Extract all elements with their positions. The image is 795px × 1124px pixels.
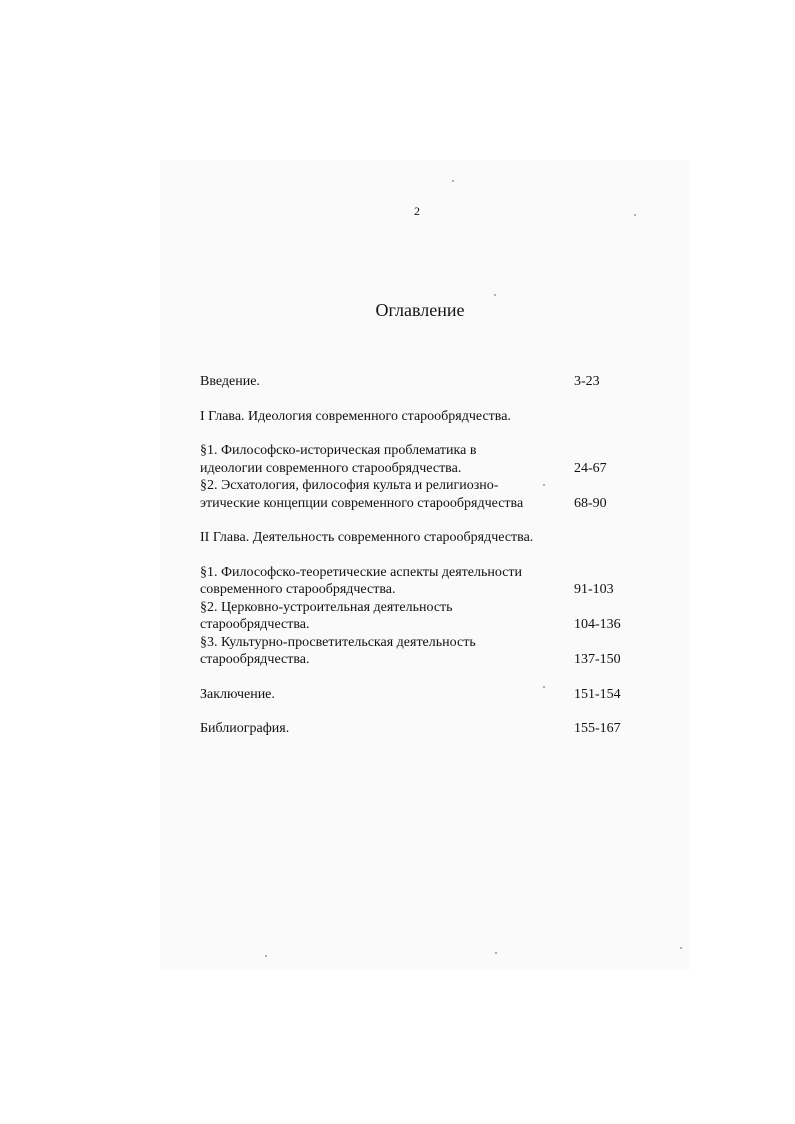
chapter-2-heading: II Глава. Деятельность современного старообрядчества. (200, 530, 534, 545)
toc-entry-label: Заключение. (200, 686, 275, 702)
toc-entry-section (200, 634, 640, 669)
section-line: §3. Культурно-просветительская деятельность (200, 634, 476, 650)
scan-speck (680, 947, 682, 949)
toc-chapter-heading (200, 408, 640, 426)
toc-entry-introduction (200, 373, 640, 391)
toc-entry-pages: 68-90 (574, 495, 607, 511)
page-title: Оглавление (375, 300, 465, 320)
toc-entry-pages: 24-67 (574, 460, 607, 476)
page-number: 2 (414, 204, 420, 218)
section-line: современного старообрядчества. (200, 582, 396, 597)
toc-entry-pages: 3-23 (574, 374, 600, 389)
section-line: §2. Эсхатология, философия культа и религиозно- (200, 478, 499, 493)
scan-speck (452, 180, 454, 182)
toc-entry-pages: 91-103 (574, 582, 614, 597)
toc-entry-section (200, 477, 640, 512)
toc-entry-bibliography (200, 720, 640, 738)
toc-entry-conclusion (200, 686, 640, 704)
section-line: старообрядчества. (200, 652, 310, 667)
toc-entry-section (200, 564, 640, 599)
toc-chapter-heading (200, 529, 640, 547)
table-of-contents (200, 373, 640, 738)
section-line: этические концепции современного старообрядчества (200, 495, 524, 511)
toc-entry-label: Библиография. (200, 721, 290, 736)
section-line: §1. Философско-теоретические аспекты деятельности (200, 564, 523, 580)
toc-entry-section (200, 442, 640, 477)
scan-speck (494, 294, 496, 296)
scan-speck (265, 955, 267, 957)
toc-entry-pages: 137-150 (574, 652, 621, 667)
toc-entry-section (200, 599, 640, 634)
section-line: старообрядчества. (200, 617, 310, 632)
toc-entry-label: Введение. (200, 374, 260, 389)
scan-speck (634, 214, 636, 216)
chapter-1-heading: I Глава. Идеология современного старообрядчества. (200, 408, 511, 424)
scan-speck (495, 952, 497, 954)
section-line: §1. Философско-историческая проблематика в (200, 443, 477, 458)
section-line: идеологии современного старообрядчества. (200, 460, 462, 476)
toc-entry-pages: 151-154 (574, 686, 621, 702)
section-line: §2. Церковно-устроительная деятельность (200, 599, 453, 615)
toc-entry-pages: 104-136 (574, 617, 621, 632)
toc-entry-pages: 155-167 (574, 721, 621, 736)
